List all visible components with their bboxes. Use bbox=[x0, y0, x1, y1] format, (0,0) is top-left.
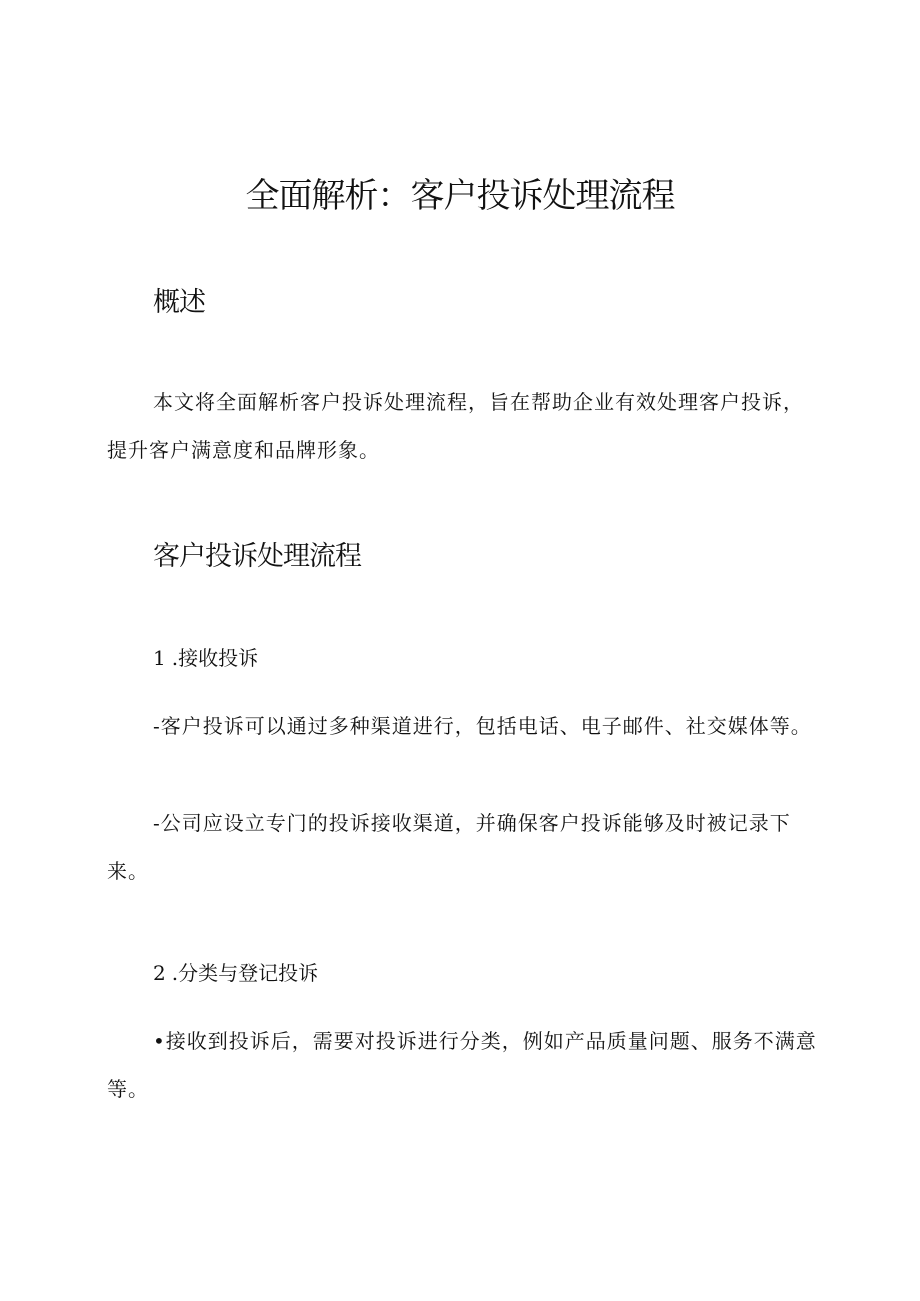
step-2-number: 2 bbox=[153, 961, 166, 985]
step-2-label: .分类与登记投诉 bbox=[171, 961, 319, 985]
step-1-point-2: -公司应设立专门的投诉接收渠道，并确保客户投诉能够及时被记录下来。 bbox=[107, 811, 791, 883]
step-2-point-1: •接收到投诉后，需要对投诉进行分类，例如产品质量问题、服务不满意等。 bbox=[107, 1029, 817, 1101]
step-1-heading bbox=[153, 642, 258, 674]
step-1-label: .接收投诉 bbox=[171, 646, 259, 670]
document-title: 全面解析：客户投诉处理流程 bbox=[245, 176, 675, 216]
step-1-number: 1 bbox=[153, 646, 166, 670]
overview-paragraph: 本文将全面解析客户投诉处理流程，旨在帮助企业有效处理客户投诉，提升客户满意度和品牌形象。 bbox=[107, 390, 804, 462]
section-heading-process: 客户投诉处理流程 bbox=[153, 541, 361, 572]
step-1-point-1: -客户投诉可以通过多种渠道进行，包括电话、电子邮件、社交媒体等。 bbox=[153, 714, 812, 738]
section-heading-overview: 概述 bbox=[153, 287, 205, 318]
step-2-heading bbox=[153, 957, 318, 989]
